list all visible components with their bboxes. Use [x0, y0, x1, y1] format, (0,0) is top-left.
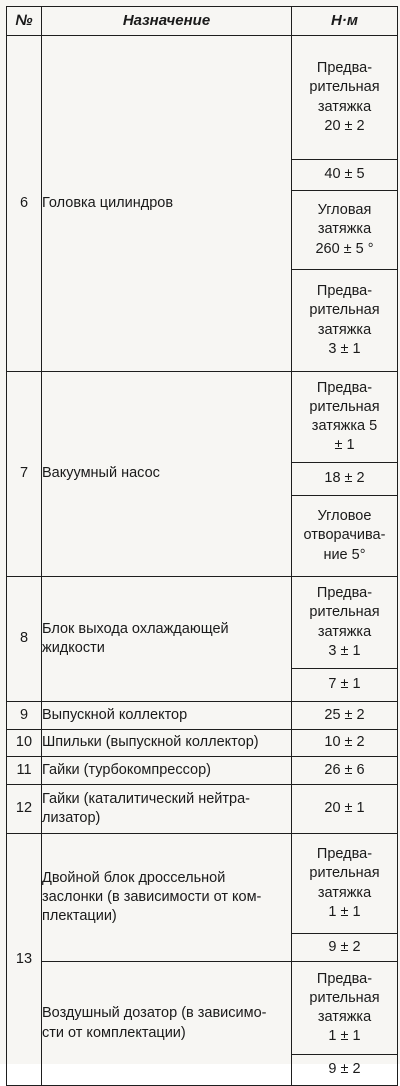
- table-row: [7, 372, 398, 463]
- purpose-cell: Гайки (каталитический нейтра- лизатор): [42, 785, 292, 834]
- row-number: 11: [7, 757, 42, 785]
- purpose-cell: Вакуумный насос: [42, 372, 292, 577]
- table-header-row: [7, 7, 398, 36]
- purpose-cell: Блок выхода охлаждающей жидкости: [42, 577, 292, 702]
- row-number: 6: [7, 36, 42, 372]
- table-row: [7, 785, 398, 834]
- header-purpose: Назначение: [42, 7, 292, 36]
- torque-value-cell: 7 ± 1: [292, 669, 398, 702]
- purpose-cell: Головка цилиндров: [42, 36, 292, 372]
- row-number: 10: [7, 730, 42, 757]
- table-row: [7, 36, 398, 160]
- table-row: [7, 757, 398, 785]
- purpose-cell: Гайки (турбокомпрессор): [42, 757, 292, 785]
- table-row: [7, 962, 398, 1055]
- torque-table: [6, 6, 398, 1086]
- torque-value-cell: Угловое отворачива- ние 5°: [292, 496, 398, 577]
- row-number: 7: [7, 372, 42, 577]
- torque-value-cell: 25 ± 2: [292, 702, 398, 730]
- torque-value-cell: 20 ± 1: [292, 785, 398, 834]
- torque-value-cell: Предва- рительная затяжка 1 ± 1: [292, 834, 398, 934]
- torque-value-cell: 26 ± 6: [292, 757, 398, 785]
- torque-value-cell: 40 ± 5: [292, 160, 398, 191]
- table-row: [7, 702, 398, 730]
- torque-value-cell: 10 ± 2: [292, 730, 398, 757]
- table-row: [7, 577, 398, 669]
- table-row: [7, 730, 398, 757]
- torque-value-cell: Угловая затяжка 260 ± 5 °: [292, 191, 398, 270]
- table-row: [7, 834, 398, 934]
- purpose-cell: Выпускной коллектор: [42, 702, 292, 730]
- torque-value-cell: Предва- рительная затяжка 5 ± 1: [292, 372, 398, 463]
- header-number: №: [7, 7, 42, 36]
- row-number: 9: [7, 702, 42, 730]
- torque-value-cell: Предва- рительная затяжка 20 ± 2: [292, 36, 398, 160]
- torque-value-cell: Предва- рительная затяжка 3 ± 1: [292, 577, 398, 669]
- header-torque: Н·м: [292, 7, 398, 36]
- torque-value-cell: Предва- рительная затяжка 1 ± 1: [292, 962, 398, 1055]
- torque-value-cell: Предва- рительная затяжка 3 ± 1: [292, 270, 398, 372]
- row-number: 12: [7, 785, 42, 834]
- torque-value-cell: 9 ± 2: [292, 1055, 398, 1086]
- row-number: 8: [7, 577, 42, 702]
- row-number: 13: [7, 834, 42, 1086]
- purpose-cell: Двойной блок дроссельной заслонки (в зависимости от ком- плектации): [42, 834, 292, 962]
- table-body: [7, 36, 398, 1086]
- torque-value-cell: 9 ± 2: [292, 934, 398, 962]
- purpose-cell: Шпильки (выпускной коллектор): [42, 730, 292, 757]
- torque-value-cell: 18 ± 2: [292, 463, 398, 496]
- purpose-cell: Воздушный дозатор (в зависимо- сти от комплектации): [42, 962, 292, 1086]
